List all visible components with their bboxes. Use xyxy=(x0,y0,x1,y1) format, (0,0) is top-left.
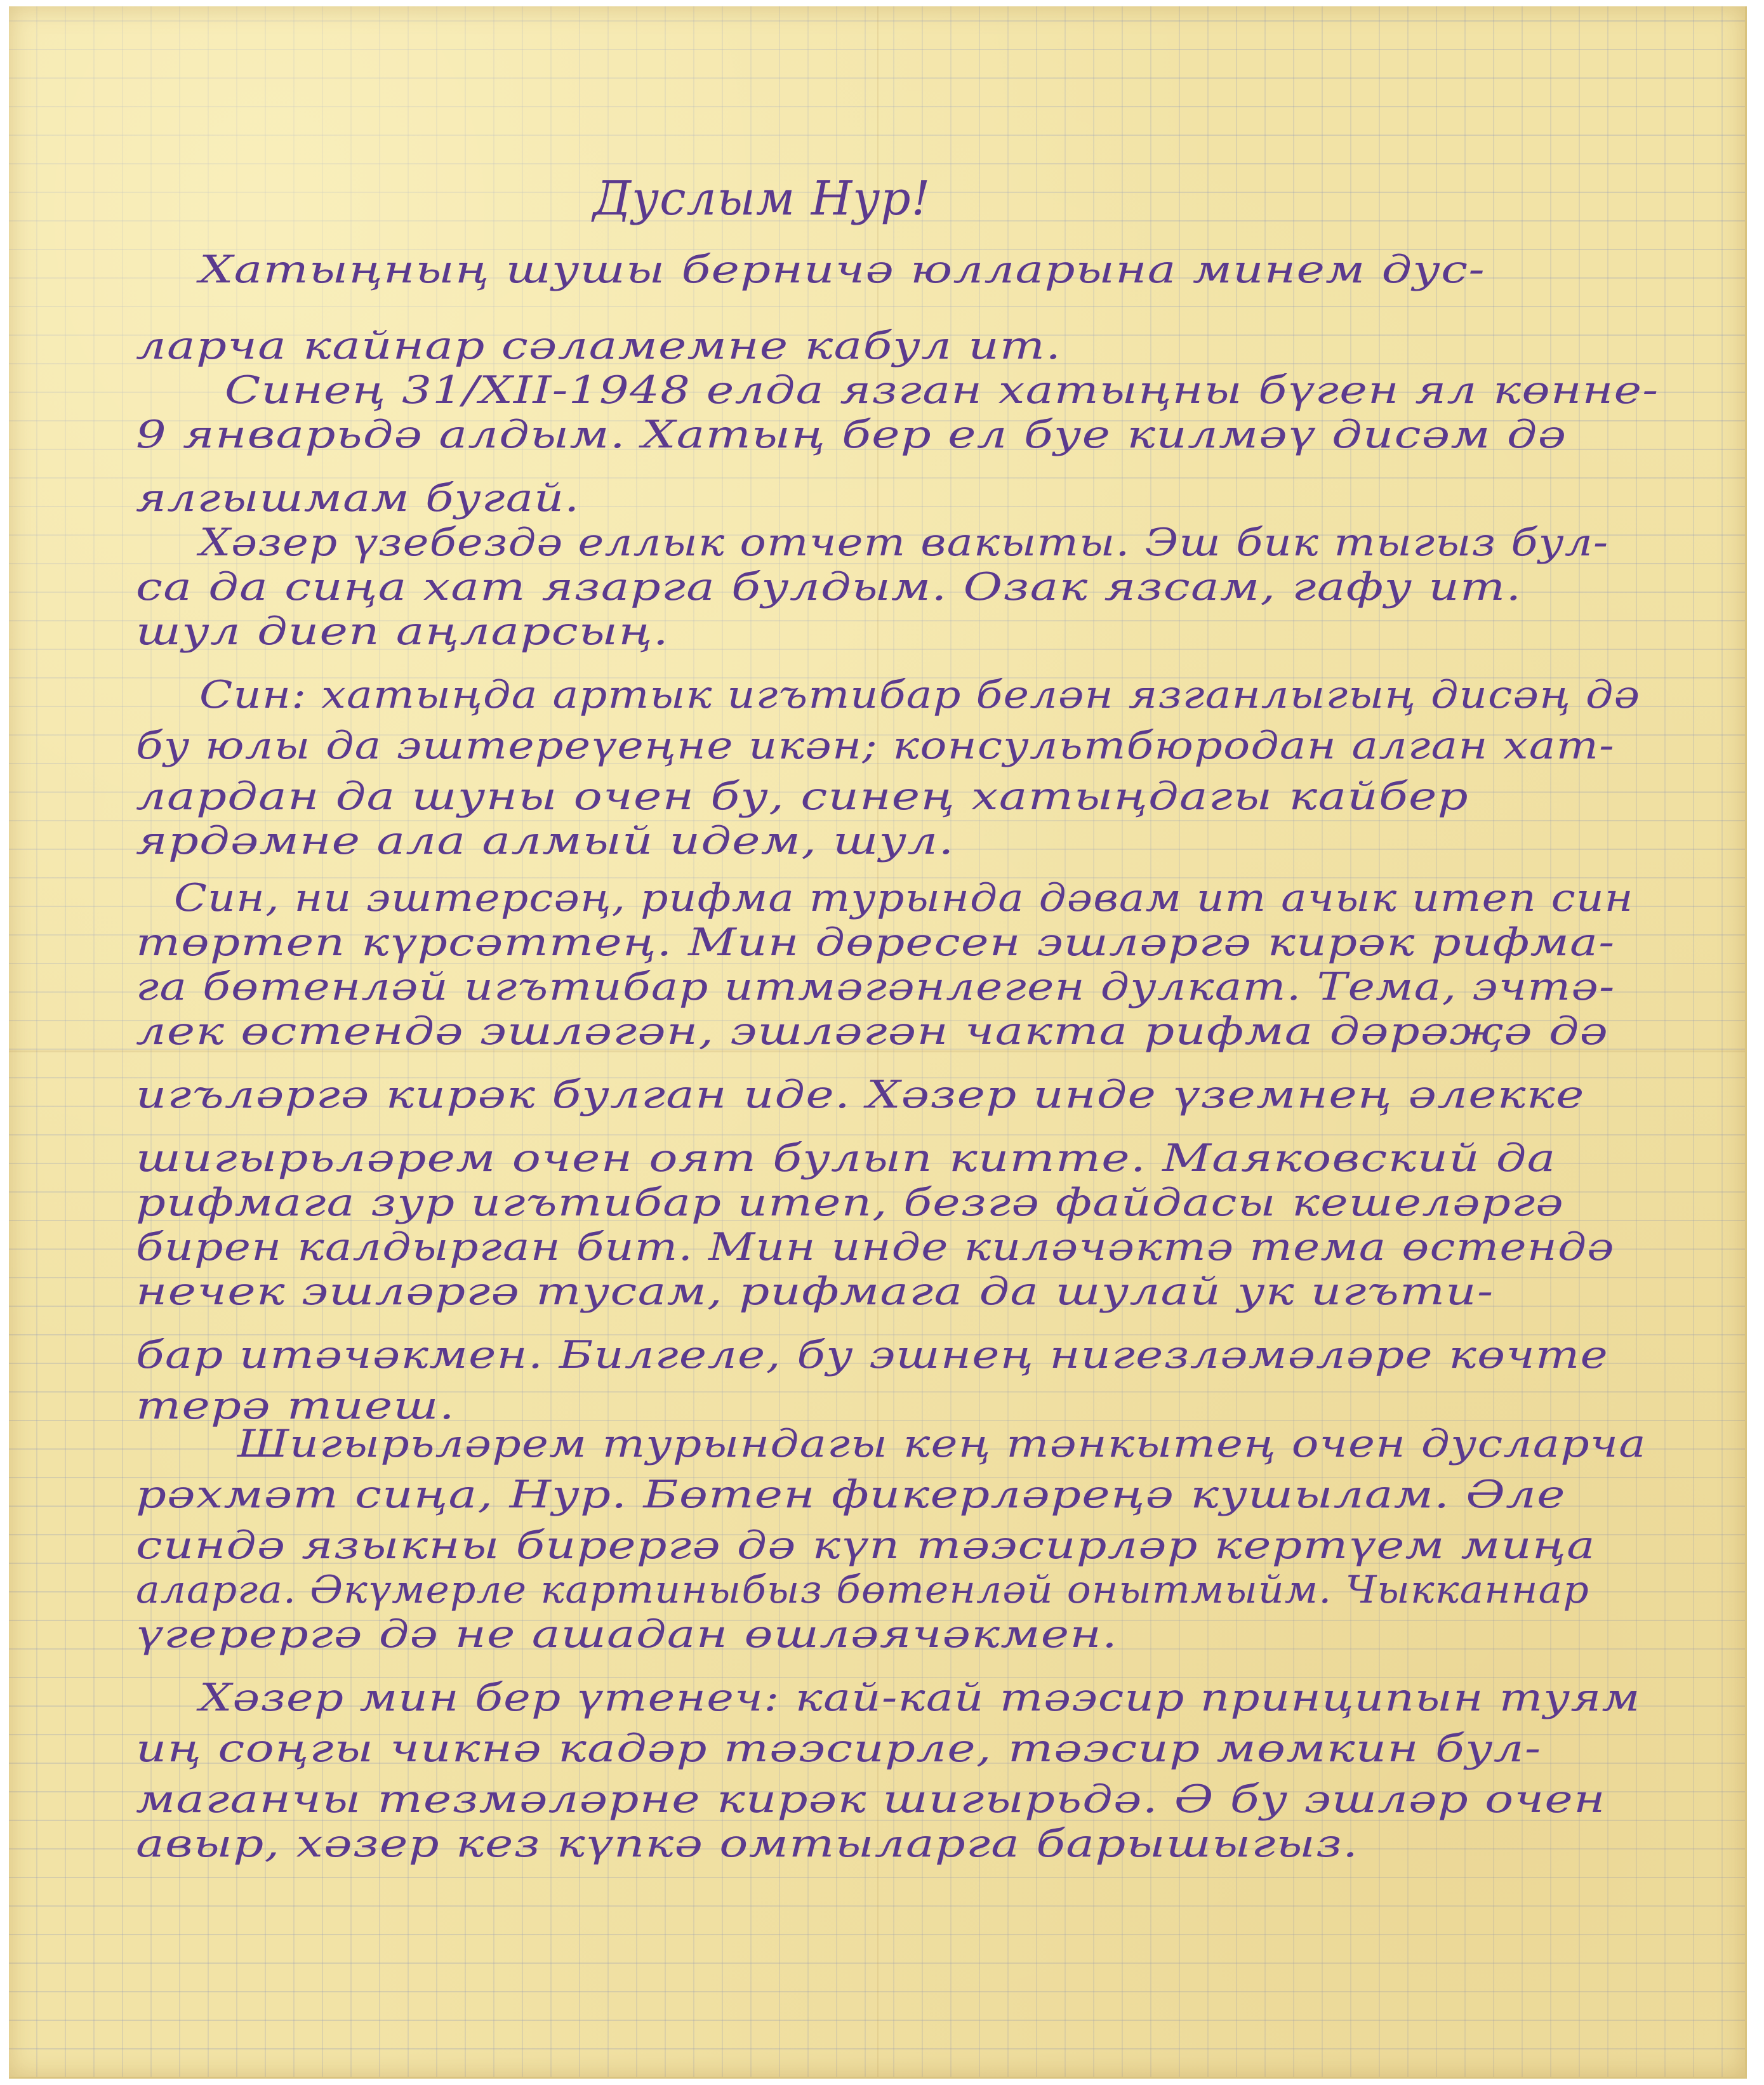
letter-line: Син: хатыңда артык игътибар белән язганлыгың дисәң дә xyxy=(199,673,1641,717)
letter-line: лардан да шуны очен бу, синең хатыңдагы кайбер xyxy=(136,774,1469,819)
letter-line: Син, ни эштерсәң, рифма турында дәвам ит ачык итеп син xyxy=(174,876,1634,920)
letter-line: лек өстендә эшләгән, эшләгән чакта рифма дәрәҗә дә xyxy=(136,1009,1609,1054)
letter-line: нечек эшләргә тусам, рифмага да шулай ук игъти- xyxy=(136,1269,1494,1314)
letter-line: рәхмәт сиңа, Нур. Бөтен фикерләреңә кушылам. Әле xyxy=(136,1473,1566,1517)
letter-line: үгерергә дә не ашадан өшләячәкмен. xyxy=(136,1612,1118,1657)
letter-line: төртеп күрсәттең. Мин дөресен эшләргә кирәк рифма- xyxy=(136,920,1615,965)
letter-line: га бөтенләй игътибар итмәгәнлеген дулкат. Тема, эчтә- xyxy=(136,965,1615,1009)
letter-line: рифмага зур игътибар итеп, безгә файдасы кешеләргә xyxy=(136,1181,1565,1225)
letter-line: шигырьләрем очен оят булып китте. Маяковский да xyxy=(136,1136,1556,1181)
letter-line: шул диеп аңларсың. xyxy=(136,609,669,654)
letter-line: бар итәчәкмен. Билгеле, бу эшнең нигезләмәләре көчте xyxy=(136,1333,1608,1377)
letter-line: Шигырьләрем турындагы кең тәнкытең очен дусларча xyxy=(237,1422,1647,1466)
letter-line: игъләргә кирәк булган иде. Хәзер инде үземнең әлекке xyxy=(136,1073,1585,1117)
letter-line: иң соңгы чикнә кадәр тәэсирле, тәэсир мөмкин бул- xyxy=(136,1726,1542,1771)
letter-line: са да сиңа хат язарга булдым. Озак язсам, гафу ит. xyxy=(136,565,1522,609)
letter-line: бу юлы да эштереүеңне икән; консультбюродан алган хат- xyxy=(136,724,1615,768)
letter-line: бирен калдырган бит. Мин инде киләчәктә тема өстендә xyxy=(136,1225,1615,1269)
letter-line: Хәзер мин бер үтенеч: кай-кай тәэсир принципын туям xyxy=(199,1676,1641,1720)
letter-line: ларча кайнар сәламемне кабул ит. xyxy=(136,324,1062,368)
letter-line: аларга. Әкүмерле картиныбыз бөтенләй онытмыйм. Чыкканнар xyxy=(136,1568,1589,1612)
letter-line: терә тиеш. xyxy=(136,1384,455,1428)
letter-line: синдә языкны бирергә дә күп тәэсирләр кертүем миңа xyxy=(136,1523,1596,1568)
letter-line: Синең 31/XII-1948 елда язган хатыңны бүген ял көнне- xyxy=(225,368,1659,413)
letter-sheet xyxy=(9,6,1747,2079)
letter-greeting: Дуслым Нур! xyxy=(593,171,931,226)
letter-line: Хатыңның шушы берничә юлларына минем дус- xyxy=(199,248,1486,292)
letter-line: авыр, хәзер кез күпкә омтыларга барышыгыз. xyxy=(136,1822,1359,1866)
letter-line: Хәзер үзебездә еллык отчет вакыты. Эш бик тыгыз бул- xyxy=(199,520,1609,565)
letter-line: 9 январьдә алдым. Хатың бер ел буе килмәү дисәм дә xyxy=(136,413,1567,457)
letter-line: ялгышмам бугай. xyxy=(136,476,580,520)
letter-line: маганчы тезмәләрне кирәк шигырьдә. Ә бу эшләр очен xyxy=(136,1777,1606,1822)
letter-line: ярдәмне ала алмый идем, шул. xyxy=(136,819,955,863)
